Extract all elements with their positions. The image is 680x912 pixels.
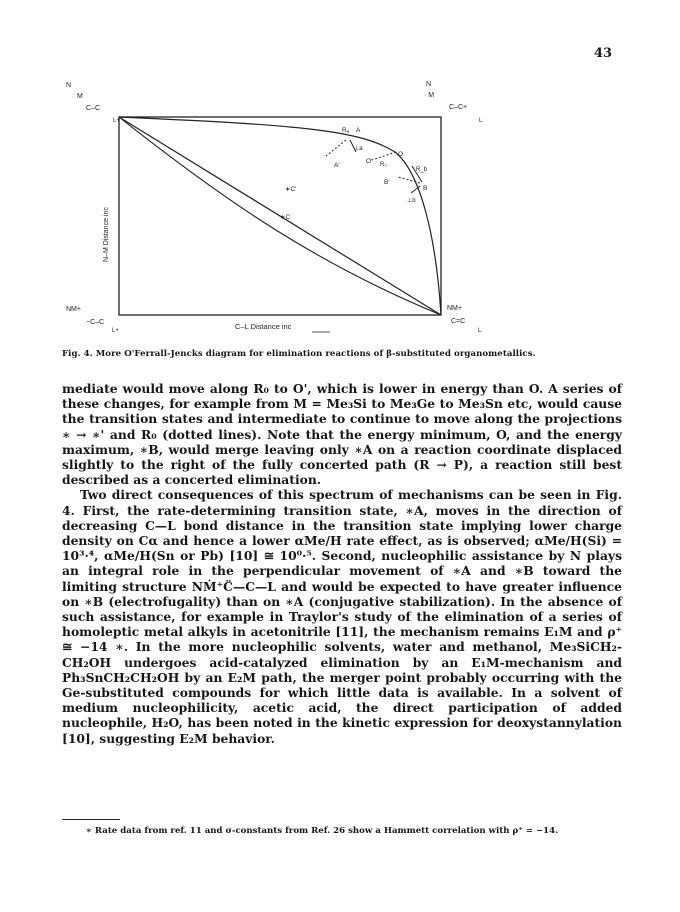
label-b-prime: B' (384, 179, 390, 186)
corner-tl-l: L+ (113, 118, 120, 124)
corner-tr-l: L (479, 118, 483, 124)
label-r-o: R₀ (380, 162, 387, 168)
corner-br-nm: NM+ (447, 305, 462, 312)
body-text (62, 381, 622, 746)
label-c: ∗C (280, 214, 291, 221)
label-o: O (398, 151, 404, 158)
figure-caption: Fig. 4. More O'Ferrall-Jencks diagram for elimination reactions of β-substituted organometallics. (62, 349, 536, 359)
corner-bl-nm: NM+ (66, 306, 81, 313)
corner-tr-m: · M (424, 92, 435, 99)
projection-ro (372, 152, 396, 160)
corner-tr-n: N (426, 81, 432, 88)
corner-br-c: C=C (451, 318, 466, 325)
label-b: B (423, 185, 428, 192)
corner-tr-c: C–C+ (449, 104, 468, 111)
page-number: 43 (594, 46, 613, 61)
label-c-prime: ∗C' (285, 186, 297, 193)
corner-tl-m: M (77, 93, 83, 100)
footnote: ∗ Rate data from ref. 11 and σ-constants from Ref. 26 show a Hammett correlation with ρ⁺ = −14. (86, 826, 559, 836)
projection-b (398, 177, 420, 183)
more-ferrall-jencks-diagram (0, 0, 680, 360)
label-a-prime: A' (334, 162, 340, 169)
corner-tl-n: N (66, 82, 72, 89)
corner-tl-c: C–C (86, 105, 101, 112)
y-axis-label: N–M Distance inc (103, 207, 110, 262)
label-r-b: R_b (416, 167, 428, 173)
corner-bl-l: L+ (112, 328, 119, 334)
projection-a (326, 140, 346, 156)
paragraph-2: Two direct consequences of this spectrum of mechanisms can be seen in Fig. 4. First, the rate-determining transition state, ∗A, moves in the direction of decreasing C—L bond distance in the transition state implying lower charge density on Cα and hence a lower αMe/H rate effect, as is observed; αMe/H(Si) = 10³·⁴, αMe/H(Sn or Pb) [10] ≅ 10⁰·⁵. Second, nucleophilic assistance by N plays an integral role in the perpendicular movement of ∗A and ∗B toward the limiting structure NṀ⁺C̈—C—L and would be expected to have greater influence on ∗B (electrofugality) than on ∗A (conjugative stabilization). In the absence of such assistance, for example in Traylor's study of the elimination of a series of homoleptic metal alkyls in acetonitrile [11], the mechanism remains E₁M and ρ⁺ ≅ −14 ∗. In the more nucleophilic solvents, water and methanol, Me₃SiCH₂-CH₂OH undergoes acid-catalyzed elimination by an E₁M-mechanism and Ph₃SnCH₂CH₂OH by an E₂M path, the merger point probably occurring with the Ge-substituted compounds for which little data is available. In a solvent of medium nucleophilicity, acetic acid, the direct participation of added nucleophile, H₂O, has been noted in the kinetic expression for deoxystannylation [10], suggesting E₂M behavior. (62, 487, 622, 746)
x-axis-label: C–L Distance inc (235, 322, 292, 331)
label-perp-b: ⊥b (407, 198, 416, 204)
label-o-prime: O' (366, 158, 373, 165)
label-a: A (356, 127, 361, 134)
corner-br-l: L (478, 328, 482, 334)
footnote-rule (62, 819, 120, 820)
paragraph-1: mediate would move along R₀ to O', which is lower in energy than O. A series of these changes, for example from M = Me₃Si to Me₃Ge to Me₃Sn etc, would cause the transition states and intermediate to continue to move along the projections ∗ → ∗' and R₀ (dotted lines). Note that the energy minimum, O, and the energy maximum, ∗B, would merge leaving only ∗A on a reaction coordinate displaced slightly to the right of the fully concerted path (R → P), a reaction still best described as a concerted elimination. (62, 381, 622, 488)
label-perp-a: ⊥a (354, 146, 363, 152)
label-ra: Rₐ (342, 127, 350, 134)
corner-bl-c: −C–C (86, 319, 105, 326)
